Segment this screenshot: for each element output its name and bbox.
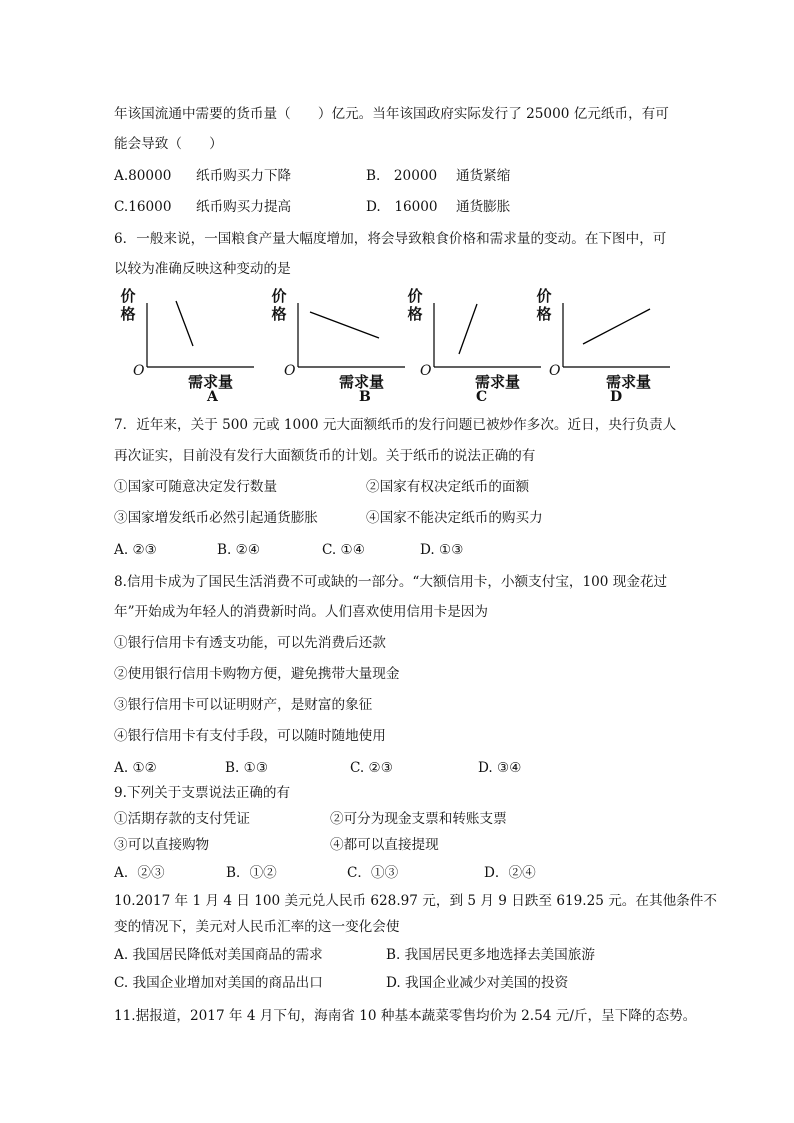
q8-stem-line2: 年”开始成为年轻人的消费新时尚。人们喜欢使用信用卡是因为 <box>114 604 488 620</box>
graph-a-y-label: 价格 <box>120 287 136 323</box>
q6-stem-line2: 以较为准确反映这种变动的是 <box>114 261 291 277</box>
q9-item-1: ①活期存款的支付凭证 <box>114 811 250 827</box>
q10-option-c: C. 我国企业增加对美国的商品出口 <box>114 975 323 991</box>
graph-d-origin: O <box>549 363 561 379</box>
q7-item-4: ④国家不能决定纸币的购买力 <box>366 510 543 526</box>
q7-stem-line2: 再次证实，目前没有发行大面额货币的计划。关于纸币的说法正确的有 <box>114 448 536 464</box>
graph-c-curve <box>459 304 477 354</box>
q9-item-4: ④都可以直接提现 <box>330 837 439 853</box>
graph-c <box>403 287 553 407</box>
q8-option-a: A. ①② <box>114 760 157 776</box>
q8-item-4: ④银行信用卡有支付手段，可以随时随地使用 <box>114 728 386 744</box>
q8-option-b: B. ①③ <box>225 760 269 776</box>
graph-b-y-label: 价格 <box>271 287 287 323</box>
graph-d-x-label: 需求量 <box>606 373 652 391</box>
q10-option-d: D. 我国企业减少对美国的投资 <box>386 975 569 991</box>
q10-option-b: B. 我国居民更多地选择去美国旅游 <box>386 947 595 963</box>
q5-option-d-text: 通货膨胀 <box>456 199 511 215</box>
q7-item-2: ②国家有权决定纸币的面额 <box>366 479 530 495</box>
graph-b-origin: O <box>284 363 296 379</box>
graph-c-y-label: 价格 <box>407 287 423 323</box>
q5-option-a-number: A.80000 <box>114 168 172 184</box>
q5-option-c-text: 纸币购买力提高 <box>196 199 292 215</box>
graph-a <box>116 287 266 407</box>
q9-stem: 9.下列关于支票说法正确的有 <box>114 785 291 801</box>
q5-option-b-number: B. 20000 <box>366 168 438 184</box>
q9-option-b: B．①② <box>226 865 277 881</box>
q10-stem-line2: 变的情况下，美元对人民币汇率的这一变化会使 <box>114 919 400 935</box>
q5-stem-line2: 能会导致（ ） <box>114 136 223 152</box>
graph-b <box>267 287 417 407</box>
graph-a-curve <box>176 301 193 346</box>
graph-d-curve <box>583 309 650 344</box>
graph-b-letter: B <box>359 389 371 405</box>
graph-a-x-label: 需求量 <box>188 373 234 391</box>
q5-option-b-text: 通货紧缩 <box>456 168 511 184</box>
graph-d <box>532 287 682 407</box>
q7-item-1: ①国家可随意决定发行数量 <box>114 479 278 495</box>
q9-item-2: ②可分为现金支票和转账支票 <box>330 811 507 827</box>
graph-a-origin: O <box>133 363 145 379</box>
q7-option-c: C. ①④ <box>322 542 365 558</box>
q8-stem-line1: 8.信用卡成为了国民生活消费不可或缺的一部分。“大额信用卡，小额支付宝，100 现金花过 <box>114 574 668 590</box>
q7-option-a: A. ②③ <box>114 542 157 558</box>
q11-stem: 11.据报道，2017 年 4 月下旬，海南省 10 种基本蔬菜零售均价为 2.54 元/斤，呈下降的态势。 <box>114 1008 697 1024</box>
q8-item-3: ③银行信用卡可以证明财产，是财富的象征 <box>114 697 373 713</box>
q5-option-d-number: D. 16000 <box>366 199 438 215</box>
graph-c-x-label: 需求量 <box>475 373 521 391</box>
graph-a-letter: A <box>207 389 218 405</box>
q6-stem-line1: 6．一般来说，一国粮食产量大幅度增加，将会导致粮食价格和需求量的变动。在下图中，可 <box>114 231 667 247</box>
graph-d-y-label: 价格 <box>536 287 552 323</box>
q7-item-3: ③国家增发纸币必然引起通货膨胀 <box>114 510 318 526</box>
q7-option-b: B. ②④ <box>217 542 261 558</box>
q9-option-a: A．②③ <box>114 865 165 881</box>
q5-option-c-number: C.16000 <box>114 199 172 215</box>
q8-item-2: ②使用银行信用卡购物方便，避免携带大量现金 <box>114 666 400 682</box>
q9-item-3: ③可以直接购物 <box>114 837 210 853</box>
graph-d-letter: D <box>610 389 623 405</box>
q5-stem-line1: 年该国流通中需要的货币量（ ）亿元。当年该国政府实际发行了 25000 亿元纸币，有可 <box>114 106 669 122</box>
q8-option-c: C. ②③ <box>350 760 393 776</box>
graph-c-origin: O <box>420 363 432 379</box>
q7-stem-line1: 7．近年来，关于 500 元或 1000 元大面额纸币的发行问题已被炒作多次。近日，央行负责人 <box>114 417 677 433</box>
graph-b-x-label: 需求量 <box>339 373 385 391</box>
graph-c-letter: C <box>476 389 488 405</box>
q10-option-a: A. 我国居民降低对美国商品的需求 <box>114 947 323 963</box>
q9-option-d: D．②④ <box>484 865 536 881</box>
q7-option-d: D. ①③ <box>420 542 464 558</box>
q9-option-c: C．①③ <box>347 865 399 881</box>
q8-item-1: ①银行信用卡有透支功能，可以先消费后还款 <box>114 635 386 651</box>
q5-option-a-text: 纸币购买力下降 <box>196 168 292 184</box>
q8-option-d: D. ③④ <box>478 760 522 776</box>
q10-stem-line1: 10.2017 年 1 月 4 日 100 美元兑人民币 628.97 元，到 5 月 9 日跌至 619.25 元。在其他条件不 <box>114 893 717 909</box>
graph-b-curve <box>310 312 379 338</box>
